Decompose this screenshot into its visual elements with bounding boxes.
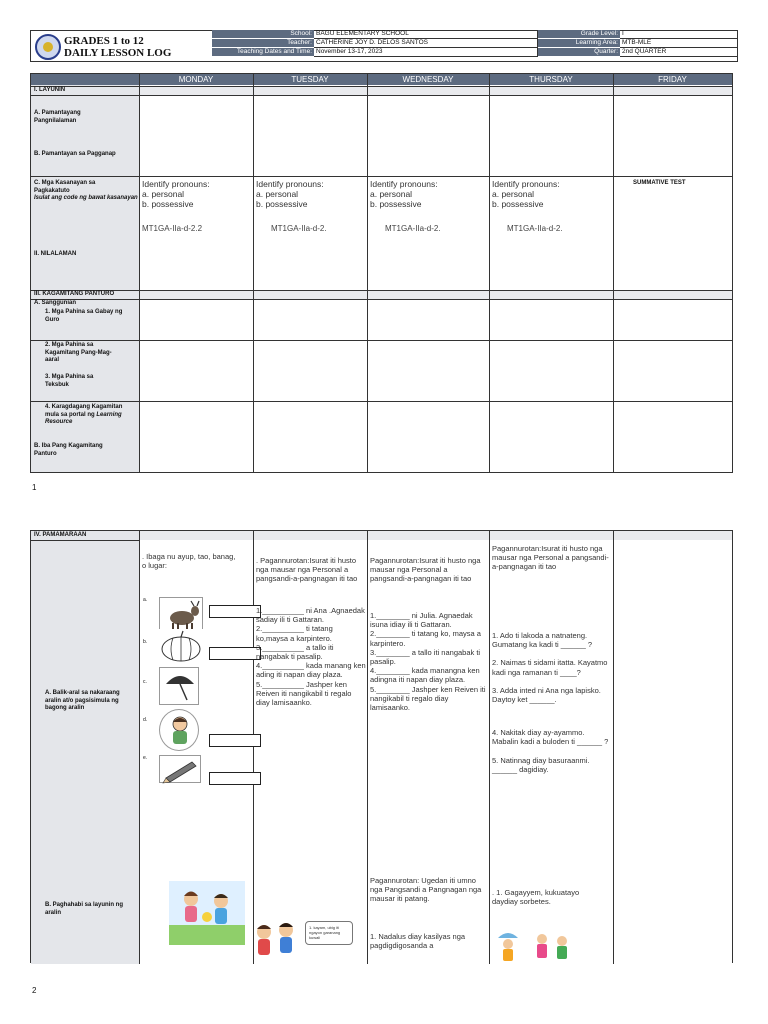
- lesson-grid-page2: [30, 530, 733, 963]
- row-pahina-teksbuk: 3. Mga Pahina sa Teksbuk: [45, 374, 94, 388]
- wednesday-items: 1.________ ni Julia. Agnaedak isuna idiay ili ti Gattaran. 2.________ ti tatang ko, maysa a karpintero. 3.________ a tallo iti nangabak ti pasalip. 4.________ kada manangna ken adingna iti napan diay plaza. 5.________ Jashper ken Reiven iti nangikabil ti regalo diay lamisaanko.: [370, 611, 486, 713]
- row-kasanayan: C. Mga Kasanayan sa Pagkakatuto: [34, 180, 96, 194]
- row-karagdagang: 4. Karagdagang Kagamitan mula sa portal ng Learning Resource: [45, 404, 123, 425]
- monday-letter-a: a.: [143, 597, 148, 603]
- wednesday-paghahabi: Pagannurotan: Ugedan iti umno nga Pangsandi a Pangnagan nga mausar iti patang.: [370, 876, 482, 904]
- wednesday-intro: Pagannurotan:Isurat iti husto nga mausar nga Personal a pangsandi-a-pangnagan iti tao: [370, 556, 481, 584]
- school-label: School:: [212, 30, 314, 39]
- monday-intro: . Ibaga nu ayup, tao, banag, o lugar:: [142, 552, 236, 571]
- tuesday-items: 1.__________ ni Ana .Agnaedak sadiay ili ti Gattaran. 2.__________ ti tatang ko,maysa a karpintero. 3.__________ a tallo iti nangabak ti pasalip. 4.__________ kada manang ken ading iti napan diay plaza. 5.__________ Jashper ken Reiven iti nangikabil ti regalo diay lamisaanko.: [256, 606, 366, 708]
- day-header-wednesday: WEDNESDAY: [367, 74, 489, 85]
- three-kids-image: [496, 928, 580, 964]
- monday-letter-d: d.: [143, 717, 148, 723]
- day-header-tuesday: TUESDAY: [253, 74, 367, 85]
- lesson-grid-page1: [30, 73, 733, 473]
- dates-label: Teaching Dates and Time:: [212, 48, 314, 57]
- code-tuesday: MT1GA-IIa-d-2.: [271, 224, 327, 233]
- answer-box-b[interactable]: [209, 647, 261, 660]
- quarter-value: 2nd QUARTER: [620, 48, 738, 57]
- header-title-line1: GRADES 1 to 12: [64, 35, 144, 47]
- day-header-thursday: THURSDAY: [489, 74, 613, 85]
- child-image: [159, 709, 199, 751]
- row-sanggunian: A. Sanggunian: [34, 300, 76, 306]
- umbrella-image: [159, 667, 199, 705]
- speech-bubble-text: 1. kayam, ubig iti ngayon garanang kuwali: [309, 925, 341, 940]
- row-paghahabi: B. Paghahabi sa layunin ng aralin: [45, 902, 124, 916]
- speech-bubble: [305, 921, 353, 945]
- row-pamantayan-pagganap: B. Pamantayan sa Pagganap: [34, 151, 116, 157]
- quarter-label: Quarter:: [538, 48, 620, 57]
- page-number-1: 1: [32, 483, 37, 492]
- thursday-intro: Pagannurotan:Isurat iti husto nga mausar nga Personal a pangsandi-a-pangnagan iti tao: [492, 544, 609, 572]
- area-value: MTB-MLE: [620, 39, 738, 48]
- objective-tuesday: Identify pronouns: a. personal b. possessive: [256, 179, 324, 209]
- monday-letter-e: e.: [143, 755, 148, 761]
- row-pahina-gabay: 1. Mga Pahina sa Gabay ng Guro: [45, 309, 123, 323]
- row-kagamitang-panturo: III. KAGAMITANG PANTURO: [34, 291, 115, 297]
- area-label: Learning Area:: [538, 39, 620, 48]
- label-column-page2: [31, 531, 139, 964]
- row-kasanayan-note: Isulat ang code ng bawat kasanayan: [34, 195, 138, 201]
- row-pamamaraan: IV. PAMAMARAAN: [34, 532, 87, 538]
- day-header-friday: FRIDAY: [613, 74, 732, 85]
- answer-box-d[interactable]: [209, 734, 261, 747]
- school-value: BAGU ELEMENTARY SCHOOL: [314, 30, 537, 39]
- answer-box-e[interactable]: [209, 772, 261, 785]
- objective-thursday: Identify pronouns: a. personal b. possessive: [492, 179, 560, 209]
- objective-wednesday: Identify pronouns: a. personal b. possessive: [370, 179, 438, 209]
- row-layunin: I. LAYUNIN: [34, 87, 66, 93]
- dates-value: November 13-17, 2023: [314, 48, 537, 57]
- tuesday-intro: . Pagannurotan:Isurat iti husto nga mausar nga Personal a pangsandi-a-pangnagan iti tao: [256, 556, 358, 584]
- friday-summative-test: SUMMATIVE TEST: [633, 180, 686, 186]
- children-playing-image: [169, 881, 245, 945]
- grade-label: Grade Level:: [538, 30, 620, 39]
- code-wednesday: MT1GA-IIa-d-2.: [385, 224, 441, 233]
- day-header-blank: [31, 74, 139, 85]
- day-header-monday: MONDAY: [139, 74, 253, 85]
- code-monday: MT1GA-IIa-d-2.2: [142, 224, 203, 233]
- row-pamantayang-pangnilalaman: A. Pamantayang Pangnilalaman: [34, 110, 81, 124]
- thursday-paghahabi: . 1. Gagayyem, kukuatayo daydiay sorbetes.: [492, 888, 580, 907]
- answer-box-a[interactable]: [209, 605, 261, 618]
- wednesday-paghahabi-item: 1. Nadalus diay kasilyas nga pagdigdigosanda a: [370, 932, 466, 951]
- page-number-2: 2: [32, 986, 37, 995]
- row-pahina-kagamitan: 2. Mga Pahina sa Kagamitang Pang-Mag-aaral: [45, 342, 112, 363]
- teacher-label: Teacher:: [212, 39, 314, 48]
- thursday-items: 1. Ado ti lakoda a natnateng. Gumatang ka kadi ti ______ ? 2. Naimas ti sidami itatta. Kayatmo kadi nga ramanan ti ____? 3. Adda inted ni Ana nga lapisko. Daytoy ket ______. 4. Nakitak diay ay-ayammo. Mabalin kadi a buloden ti ______ ? 5. Natinnag diay basuraanmi. ______ dagidiay.: [492, 631, 609, 774]
- pencil-image: [159, 755, 201, 783]
- pumpkin-image: [159, 629, 203, 663]
- monday-letter-b: b.: [143, 639, 148, 645]
- row-balik-aral: A. Balik-aral sa nakaraang aralin at/o pagsisimula ng bagong aralin: [45, 690, 120, 711]
- monday-letter-c: c.: [143, 679, 147, 685]
- row-nilalaman: II. NILALAMAN: [34, 251, 77, 257]
- code-thursday: MT1GA-IIa-d-2.: [507, 224, 563, 233]
- grade-value: I: [620, 30, 738, 39]
- boy-girl-conversation-image: [250, 918, 302, 964]
- teacher-value: CATHERINE JOY D. DELOS SANTOS: [314, 39, 537, 48]
- header-title-line2: DAILY LESSON LOG: [64, 47, 172, 59]
- deped-seal-logo: [35, 34, 61, 60]
- objective-monday: Identify pronouns: a. personal b. possessive: [142, 179, 210, 209]
- row-iba-pang-kagamitan: B. Iba Pang Kagamitang Panturo: [34, 443, 103, 457]
